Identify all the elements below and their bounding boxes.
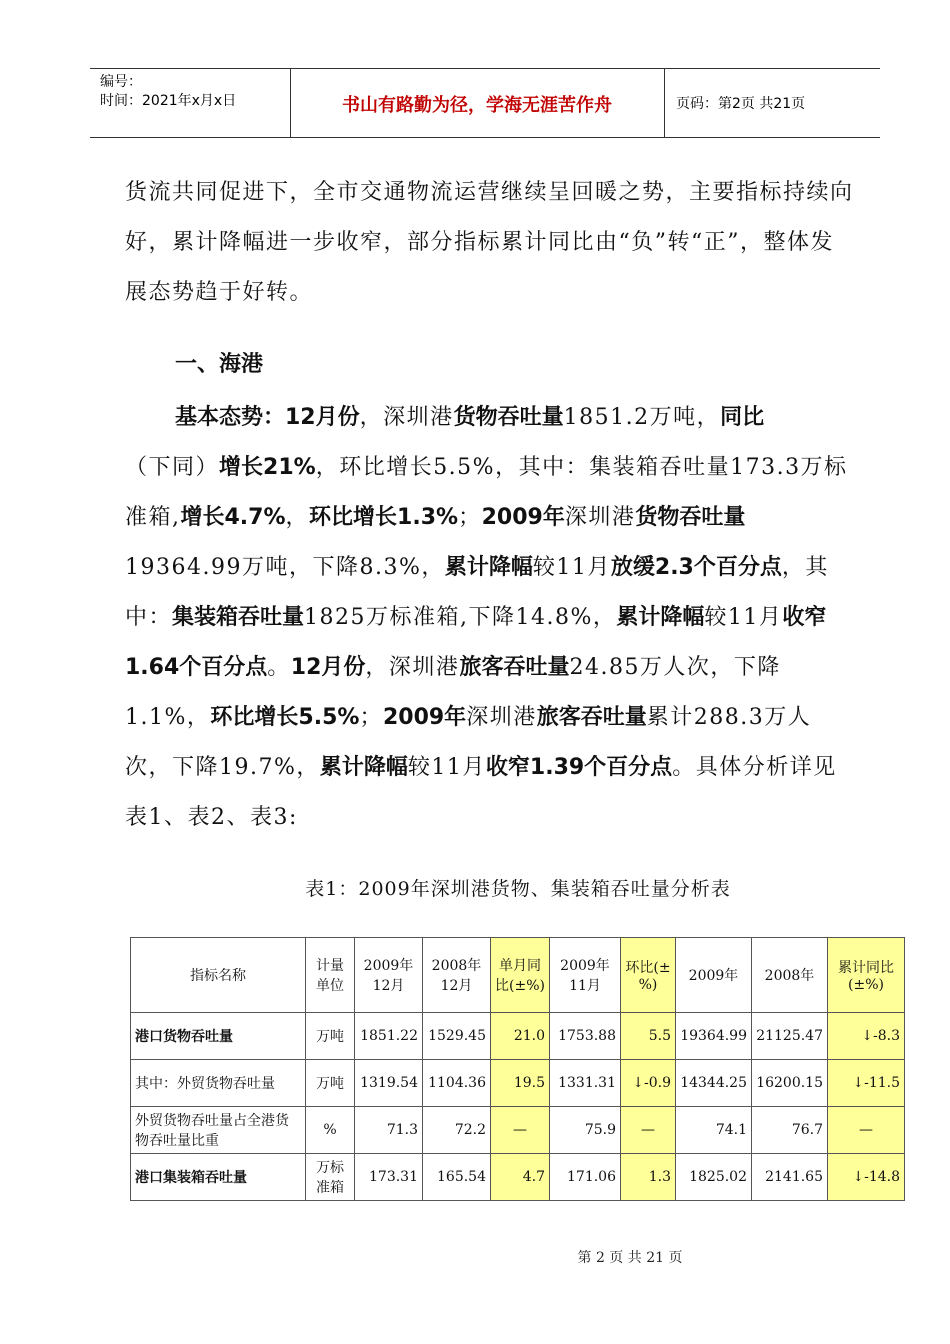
table-row — [131, 1107, 905, 1154]
page-header — [90, 68, 880, 138]
body-text: 。 — [267, 655, 291, 680]
body-text: ； — [359, 705, 383, 730]
cell-2008: 16200.15 — [752, 1060, 828, 1107]
body-text: 较11月 — [407, 755, 486, 780]
th-2008: 2008年 — [752, 938, 828, 1013]
row-unit: % — [306, 1107, 355, 1154]
emphasis-text: 2009年 — [481, 505, 565, 530]
cell-2008-12: 165.54 — [423, 1154, 491, 1201]
section-title: 一、海港 — [175, 352, 264, 377]
throughput-table — [130, 937, 905, 1201]
cell-mom: 1.3 — [621, 1154, 676, 1201]
cell-mom: — — [621, 1107, 676, 1154]
header-motto: 书山有路勤为径，学海无涯苦作舟 — [342, 95, 612, 116]
th-2009-12: 2009年12月 — [355, 938, 423, 1013]
body-text: 较11月 — [532, 555, 611, 580]
emphasis-text: 增长21% — [219, 455, 316, 480]
body-text: 累计288.3万人次，下降19.7%， — [125, 705, 812, 780]
cell-2009-12: 1851.22 — [355, 1013, 423, 1060]
emphasis-text: 旅客吞吐量 — [459, 655, 570, 680]
row-name: 外贸货物吞吐量占全港货物吞吐量比重 — [131, 1107, 306, 1154]
body-text: ，深圳港 — [365, 655, 460, 680]
cell-2009: 19364.99 — [676, 1013, 752, 1060]
header-code: 编号： — [100, 74, 142, 90]
cell-2009-12: 71.3 — [355, 1107, 423, 1154]
cell-2008: 21125.47 — [752, 1013, 828, 1060]
cell-2008: 76.7 — [752, 1107, 828, 1154]
cell-mom: ↓-0.9 — [621, 1060, 676, 1107]
cell-mom: 5.5 — [621, 1013, 676, 1060]
body-text: （下同） — [125, 455, 220, 480]
header-divider — [664, 69, 665, 137]
body-text: 1851.2万吨， — [563, 405, 721, 430]
emphasis-text: 货物吞吐量 — [635, 505, 746, 530]
paragraph-intro: 货流共同促进下，全市交通物流运营继续呈回暖之势，主要指标持续向好，累计降幅进一步收窄，部分指标累计同比由“负”转“正”，整体发展态势趋于好转。 — [125, 180, 854, 305]
cell-cumulative: ↓-8.3 — [828, 1013, 905, 1060]
cell-2008-12: 1104.36 — [423, 1060, 491, 1107]
body-text: 较11月 — [704, 605, 783, 630]
body-text: 深圳港 — [564, 505, 636, 530]
cell-yoy: 21.0 — [491, 1013, 550, 1060]
cell-2009-11: 1753.88 — [550, 1013, 621, 1060]
body-text: ， — [285, 505, 310, 530]
body-text: 。具体分析详见表1、表2、表3: — [125, 755, 837, 830]
emphasis-text: 基本态势：12月份 — [175, 405, 360, 430]
emphasis-text: 12月份 — [290, 655, 366, 680]
body-text: ； — [458, 505, 482, 530]
row-name: 港口集装箱吞吐量 — [131, 1154, 306, 1201]
cell-2009-12: 173.31 — [355, 1154, 423, 1201]
row-name: 其中：外贸货物吞吐量 — [131, 1060, 306, 1107]
cell-2009-12: 1319.54 — [355, 1060, 423, 1107]
emphasis-text: 累计降幅 — [319, 755, 408, 780]
cell-2008-12: 72.2 — [423, 1107, 491, 1154]
th-cumulative: 累计同比(±%) — [828, 938, 905, 1013]
table-row — [131, 1154, 905, 1201]
th-unit: 计量单位 — [306, 938, 355, 1013]
emphasis-text: 旅客吞吐量 — [536, 705, 647, 730]
header-page-number: 页码：第2页 共21页 — [676, 96, 806, 112]
body-text: 深圳港 — [466, 705, 537, 730]
row-unit: 万吨 — [306, 1060, 355, 1107]
body-text: 1825万标准箱,下降14.8%， — [304, 605, 617, 630]
cell-2009: 14344.25 — [676, 1060, 752, 1107]
cell-2009-11: 171.06 — [550, 1154, 621, 1201]
cell-2008-12: 1529.45 — [423, 1013, 491, 1060]
cell-cumulative: ↓-14.8 — [828, 1154, 905, 1201]
cell-cumulative: ↓-11.5 — [828, 1060, 905, 1107]
emphasis-text: 环比增长5.5% — [210, 705, 360, 730]
table-row — [131, 1060, 905, 1107]
table-caption: 表1：2009年深圳港货物、集装箱吞吐量分析表 — [305, 878, 731, 900]
emphasis-text: 环比增长1.3% — [309, 505, 459, 530]
cell-yoy: — — [491, 1107, 550, 1154]
cell-2009-11: 75.9 — [550, 1107, 621, 1154]
th-2009: 2009年 — [676, 938, 752, 1013]
th-name: 指标名称 — [131, 938, 306, 1013]
row-unit: 万吨 — [306, 1013, 355, 1060]
cell-yoy: 4.7 — [491, 1154, 550, 1201]
emphasis-text: 增长4.7% — [180, 505, 286, 530]
th-2008-12: 2008年12月 — [423, 938, 491, 1013]
cell-cumulative: — — [828, 1107, 905, 1154]
cell-2009: 74.1 — [676, 1107, 752, 1154]
emphasis-text: 放缓2.3个百分点 — [610, 555, 782, 580]
body-text: 24.85万人次，下降1.1%， — [125, 655, 781, 730]
emphasis-text: 累计降幅 — [444, 555, 533, 580]
emphasis-text: 货物吞吐量 — [453, 405, 564, 430]
paragraph-seaport — [125, 393, 855, 843]
header-time: 时间：2021年x月x日 — [100, 93, 237, 109]
th-mom: 环比(±%) — [621, 938, 676, 1013]
body-text: ，环比增长5.5%，其中：集装箱吞吐量173.3万标准箱, — [125, 455, 848, 530]
table-row — [131, 1013, 905, 1060]
cell-2008: 2141.65 — [752, 1154, 828, 1201]
cell-2009: 1825.02 — [676, 1154, 752, 1201]
cell-yoy: 19.5 — [491, 1060, 550, 1107]
emphasis-text: 集装箱吞吐量 — [172, 605, 305, 630]
emphasis-text: 累计降幅 — [616, 605, 705, 630]
body-text: 19364.99万吨，下降8.3%， — [125, 555, 445, 580]
body-text: ，深圳港 — [359, 405, 454, 430]
table-header-row — [131, 938, 905, 1013]
header-meta — [100, 73, 236, 111]
emphasis-text: 收窄1.64个百分点 — [125, 605, 827, 680]
cell-2009-11: 1331.31 — [550, 1060, 621, 1107]
body-text: ，其中： — [125, 555, 829, 630]
row-name: 港口货物吞吐量 — [131, 1013, 306, 1060]
page-footer: 第 2 页 共 21 页 — [577, 1250, 683, 1266]
emphasis-text: 收窄1.39个百分点 — [485, 755, 673, 780]
th-2009-11: 2009年11月 — [550, 938, 621, 1013]
emphasis-text: 2009年 — [382, 705, 467, 730]
row-unit: 万标准箱 — [306, 1154, 355, 1201]
emphasis-text: 同比 — [720, 405, 765, 430]
th-yoy: 单月同比(±%) — [491, 938, 550, 1013]
